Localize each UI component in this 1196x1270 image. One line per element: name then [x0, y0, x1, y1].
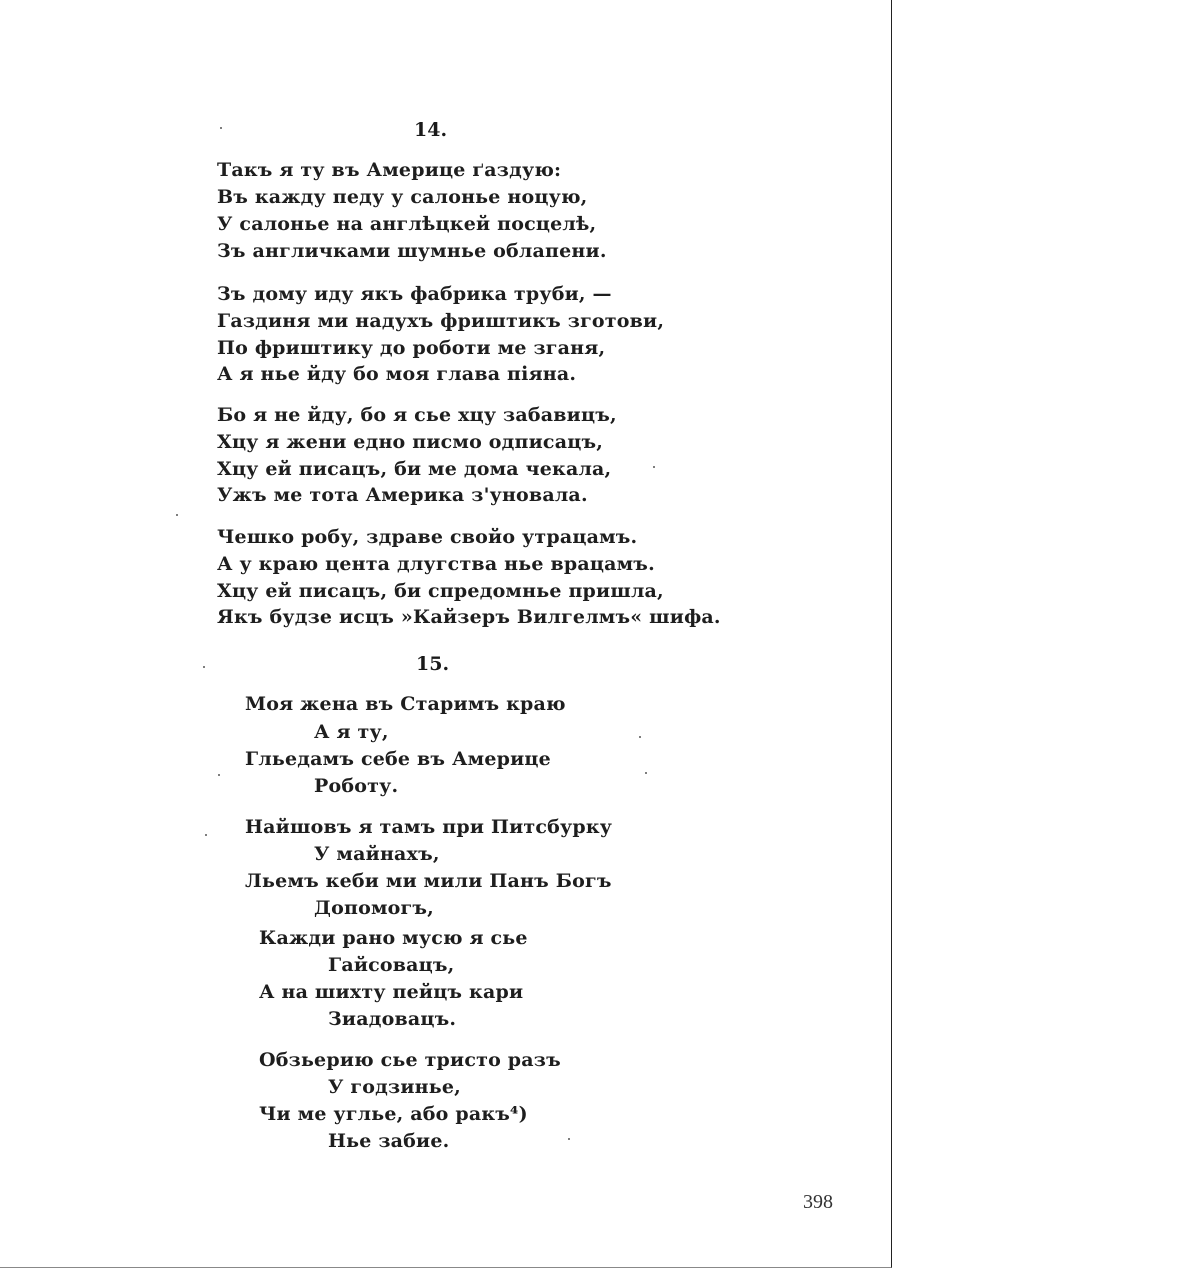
poem-line-indented: У годзинье,: [328, 1076, 461, 1098]
scan-speck: [205, 834, 207, 836]
scan-speck: [203, 666, 205, 668]
poem-line: Чи ме углье, або ракъ⁴): [259, 1103, 528, 1125]
poem-line: А я нье йду бо моя глава піяна.: [217, 363, 577, 385]
poem-line-indented: Роботу.: [314, 775, 399, 797]
poem-line-indented: У майнахъ,: [314, 843, 440, 865]
scan-speck: [639, 736, 641, 738]
poem-line-indented: А я ту,: [314, 721, 389, 743]
scan-speck: [176, 514, 178, 516]
poem-line: У салонье на англѣцкей посцелѣ,: [217, 213, 597, 235]
poem-line: Чешко робу, здраве свойо утрацамъ.: [217, 526, 638, 548]
poem-line: Въ кажду педу у салонье ноцую,: [217, 186, 588, 208]
scan-speck: [645, 772, 647, 774]
poem-line-indented: Нье забие.: [328, 1130, 450, 1152]
poem-number-15: 15.: [416, 653, 450, 675]
poem-line: Обзьерию сье тристо разъ: [259, 1049, 561, 1071]
poem-line: Найшовъ я тамъ при Питсбурку: [245, 816, 613, 838]
poem-line: Хцу я жени едно писмо одписацъ,: [217, 431, 604, 453]
scan-speck: [218, 774, 220, 776]
scan-speck: [568, 1138, 570, 1140]
poem-line: Льемъ кеби ми мили Панъ Богъ: [245, 870, 612, 892]
poem-line: Гльедамъ себе въ Америце: [245, 748, 551, 770]
poem-line-indented: Гайсовацъ,: [328, 954, 455, 976]
scan-speck: [220, 127, 222, 129]
poem-line: Зъ англичками шумнье облапени.: [217, 240, 607, 262]
poem-line: Такъ я ту въ Америце ґаздую:: [217, 159, 562, 181]
poem-line: Хцу ей писацъ, би спредомнье пришла,: [217, 580, 664, 602]
page-number: 398: [803, 1191, 833, 1213]
scan-speck: [653, 466, 655, 468]
poem-line: Кажди рано мусю я сье: [259, 927, 528, 949]
poem-line: Газдиня ми надухъ фриштикъ зготови,: [217, 310, 665, 332]
poem-line: По фриштику до роботи ме зганя,: [217, 337, 606, 359]
poem-line-indented: Зиадовацъ.: [328, 1008, 457, 1030]
poem-line: Зъ дому иду якъ фабрика труби, —: [217, 283, 612, 305]
poem-line: Ужъ ме тота Америка з'уновала.: [217, 484, 588, 506]
poem-line: А на шихту пейцъ кари: [259, 981, 524, 1003]
poem-number-14: 14.: [414, 119, 448, 141]
poem-line: Якъ будзе исцъ »Кайзеръ Вилгелмъ« шифа.: [217, 606, 721, 628]
poem-line: Бо я не йду, бо я сье хцу забавицъ,: [217, 404, 617, 426]
poem-line: А у краю цента длугства нье врацамъ.: [217, 553, 655, 575]
poem-line: Моя жена въ Старимъ краю: [245, 693, 566, 715]
poem-line: Хцу ей писацъ, би ме дома чекала,: [217, 458, 612, 480]
poem-line-indented: Допомогъ,: [314, 897, 434, 919]
